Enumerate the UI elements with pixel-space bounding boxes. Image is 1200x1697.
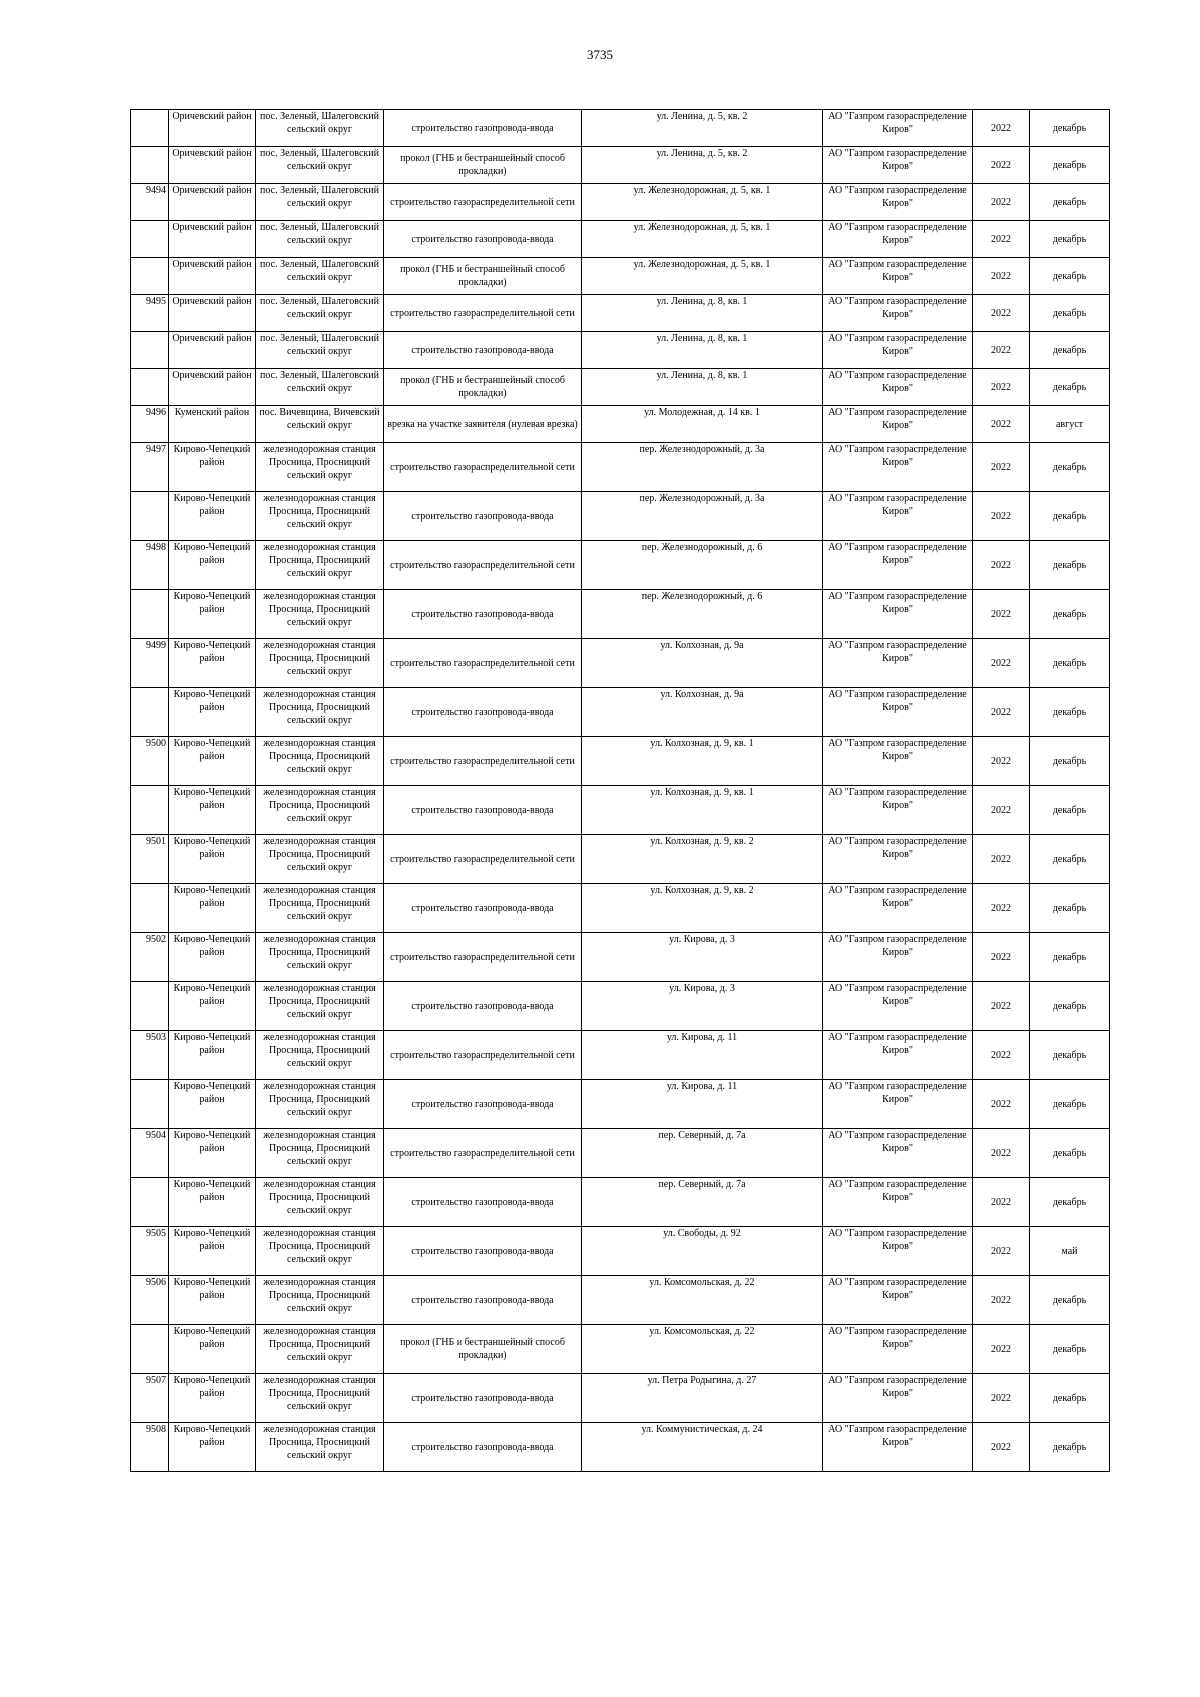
work-type-cell: строительство газораспределительной сети [384, 295, 582, 332]
year-cell: 2022 [973, 688, 1030, 737]
row-number-cell [131, 688, 169, 737]
address-cell: ул. Колхозная, д. 9, кв. 2 [582, 884, 823, 933]
organization-cell: АО "Газпром газораспределение Киров" [823, 884, 973, 933]
organization-cell: АО "Газпром газораспределение Киров" [823, 295, 973, 332]
year-cell: 2022 [973, 1178, 1030, 1227]
table-body [131, 110, 1110, 1472]
address-cell: ул. Ленина, д. 5, кв. 2 [582, 147, 823, 184]
row-number-cell [131, 884, 169, 933]
month-cell: декабрь [1030, 1325, 1110, 1374]
row-number-cell: 9500 [131, 737, 169, 786]
locality-cell: железнодорожная станция Просница, Просницкий сельский округ [256, 1325, 384, 1374]
work-type-cell: строительство газораспределительной сети [384, 737, 582, 786]
district-cell: Оричевский район [169, 110, 256, 147]
work-type-cell: строительство газопровода-ввода [384, 492, 582, 541]
district-cell: Кирово-Чепецкий район [169, 786, 256, 835]
month-cell: декабрь [1030, 982, 1110, 1031]
district-cell: Оричевский район [169, 184, 256, 221]
address-cell: ул. Комсомольская, д. 22 [582, 1276, 823, 1325]
district-cell: Кирово-Чепецкий район [169, 1080, 256, 1129]
organization-cell: АО "Газпром газораспределение Киров" [823, 1080, 973, 1129]
month-cell: декабрь [1030, 1080, 1110, 1129]
locality-cell: пос. Вичевщина, Вичевский сельский округ [256, 406, 384, 443]
row-number-cell [131, 110, 169, 147]
work-type-cell: строительство газопровода-ввода [384, 1423, 582, 1472]
row-number-cell: 9508 [131, 1423, 169, 1472]
row-number-cell: 9507 [131, 1374, 169, 1423]
locality-cell: пос. Зеленый, Шалеговский сельский округ [256, 184, 384, 221]
district-cell: Кирово-Чепецкий район [169, 1031, 256, 1080]
locality-cell: железнодорожная станция Просница, Просницкий сельский округ [256, 933, 384, 982]
locality-cell: железнодорожная станция Просница, Просницкий сельский округ [256, 884, 384, 933]
work-type-cell: врезка на участке заявителя (нулевая врезка) [384, 406, 582, 443]
locality-cell: железнодорожная станция Просница, Просницкий сельский округ [256, 1276, 384, 1325]
locality-cell: железнодорожная станция Просница, Просницкий сельский округ [256, 639, 384, 688]
year-cell: 2022 [973, 1080, 1030, 1129]
locality-cell: пос. Зеленый, Шалеговский сельский округ [256, 110, 384, 147]
row-number-cell: 9496 [131, 406, 169, 443]
table-row [131, 184, 1110, 221]
year-cell: 2022 [973, 110, 1030, 147]
organization-cell: АО "Газпром газораспределение Киров" [823, 1178, 973, 1227]
district-cell: Кирово-Чепецкий район [169, 1276, 256, 1325]
locality-cell: железнодорожная станция Просница, Просницкий сельский округ [256, 1080, 384, 1129]
address-cell: ул. Колхозная, д. 9, кв. 2 [582, 835, 823, 884]
year-cell: 2022 [973, 184, 1030, 221]
row-number-cell [131, 221, 169, 258]
organization-cell: АО "Газпром газораспределение Киров" [823, 835, 973, 884]
locality-cell: пос. Зеленый, Шалеговский сельский округ [256, 221, 384, 258]
address-cell: пер. Железнодорожный, д. 3а [582, 443, 823, 492]
work-type-cell: строительство газопровода-ввода [384, 1374, 582, 1423]
district-cell: Оричевский район [169, 258, 256, 295]
works-table [130, 109, 1110, 1472]
locality-cell: пос. Зеленый, Шалеговский сельский округ [256, 369, 384, 406]
table-row [131, 1374, 1110, 1423]
work-type-cell: строительство газораспределительной сети [384, 1031, 582, 1080]
table-row [131, 884, 1110, 933]
work-type-cell: строительство газораспределительной сети [384, 639, 582, 688]
work-type-cell: строительство газопровода-ввода [384, 982, 582, 1031]
month-cell: декабрь [1030, 590, 1110, 639]
year-cell: 2022 [973, 1227, 1030, 1276]
address-cell: ул. Ленина, д. 8, кв. 1 [582, 295, 823, 332]
year-cell: 2022 [973, 1423, 1030, 1472]
row-number-cell [131, 590, 169, 639]
district-cell: Оричевский район [169, 295, 256, 332]
year-cell: 2022 [973, 147, 1030, 184]
locality-cell: железнодорожная станция Просница, Просницкий сельский округ [256, 786, 384, 835]
month-cell: декабрь [1030, 933, 1110, 982]
address-cell: пер. Железнодорожный, д. 6 [582, 590, 823, 639]
organization-cell: АО "Газпром газораспределение Киров" [823, 737, 973, 786]
year-cell: 2022 [973, 1325, 1030, 1374]
organization-cell: АО "Газпром газораспределение Киров" [823, 406, 973, 443]
table-row [131, 332, 1110, 369]
year-cell: 2022 [973, 295, 1030, 332]
locality-cell: железнодорожная станция Просница, Просницкий сельский округ [256, 492, 384, 541]
month-cell: декабрь [1030, 332, 1110, 369]
locality-cell: пос. Зеленый, Шалеговский сельский округ [256, 258, 384, 295]
district-cell: Кирово-Чепецкий район [169, 1129, 256, 1178]
table-row [131, 110, 1110, 147]
work-type-cell: строительство газопровода-ввода [384, 221, 582, 258]
month-cell: декабрь [1030, 884, 1110, 933]
month-cell: декабрь [1030, 295, 1110, 332]
district-cell: Кирово-Чепецкий район [169, 443, 256, 492]
organization-cell: АО "Газпром газораспределение Киров" [823, 221, 973, 258]
page-number: 3735 [587, 47, 613, 62]
table-row [131, 258, 1110, 295]
month-cell: декабрь [1030, 1374, 1110, 1423]
month-cell: декабрь [1030, 737, 1110, 786]
table-row [131, 147, 1110, 184]
row-number-cell [131, 332, 169, 369]
row-number-cell: 9494 [131, 184, 169, 221]
organization-cell: АО "Газпром газораспределение Киров" [823, 147, 973, 184]
month-cell: декабрь [1030, 1178, 1110, 1227]
year-cell: 2022 [973, 1129, 1030, 1178]
month-cell: декабрь [1030, 639, 1110, 688]
district-cell: Оричевский район [169, 221, 256, 258]
work-type-cell: строительство газораспределительной сети [384, 443, 582, 492]
table-row [131, 443, 1110, 492]
row-number-cell: 9495 [131, 295, 169, 332]
address-cell: ул. Кирова, д. 3 [582, 982, 823, 1031]
year-cell: 2022 [973, 492, 1030, 541]
organization-cell: АО "Газпром газораспределение Киров" [823, 184, 973, 221]
year-cell: 2022 [973, 332, 1030, 369]
work-type-cell: строительство газораспределительной сети [384, 835, 582, 884]
locality-cell: железнодорожная станция Просница, Просницкий сельский округ [256, 1374, 384, 1423]
month-cell: декабрь [1030, 541, 1110, 590]
year-cell: 2022 [973, 541, 1030, 590]
year-cell: 2022 [973, 982, 1030, 1031]
year-cell: 2022 [973, 737, 1030, 786]
row-number-cell: 9498 [131, 541, 169, 590]
table-row [131, 590, 1110, 639]
row-number-cell: 9499 [131, 639, 169, 688]
row-number-cell: 9505 [131, 1227, 169, 1276]
work-type-cell: строительство газораспределительной сети [384, 541, 582, 590]
address-cell: пер. Северный, д. 7а [582, 1178, 823, 1227]
row-number-cell [131, 982, 169, 1031]
row-number-cell: 9497 [131, 443, 169, 492]
month-cell: декабрь [1030, 835, 1110, 884]
organization-cell: АО "Газпром газораспределение Киров" [823, 443, 973, 492]
address-cell: ул. Ленина, д. 8, кв. 1 [582, 332, 823, 369]
address-cell: ул. Ленина, д. 5, кв. 2 [582, 110, 823, 147]
table-row [131, 1423, 1110, 1472]
address-cell: ул. Колхозная, д. 9, кв. 1 [582, 786, 823, 835]
locality-cell: железнодорожная станция Просница, Просницкий сельский округ [256, 1227, 384, 1276]
address-cell: ул. Ленина, д. 8, кв. 1 [582, 369, 823, 406]
organization-cell: АО "Газпром газораспределение Киров" [823, 933, 973, 982]
address-cell: ул. Кирова, д. 11 [582, 1080, 823, 1129]
address-cell: пер. Железнодорожный, д. 3а [582, 492, 823, 541]
table-row [131, 639, 1110, 688]
month-cell: декабрь [1030, 443, 1110, 492]
work-type-cell: строительство газораспределительной сети [384, 1129, 582, 1178]
organization-cell: АО "Газпром газораспределение Киров" [823, 492, 973, 541]
address-cell: пер. Северный, д. 7а [582, 1129, 823, 1178]
locality-cell: пос. Зеленый, Шалеговский сельский округ [256, 332, 384, 369]
work-type-cell: строительство газопровода-ввода [384, 1276, 582, 1325]
month-cell: декабрь [1030, 688, 1110, 737]
work-type-cell: строительство газораспределительной сети [384, 933, 582, 982]
address-cell: ул. Кирова, д. 11 [582, 1031, 823, 1080]
address-cell: ул. Колхозная, д. 9а [582, 688, 823, 737]
month-cell: май [1030, 1227, 1110, 1276]
month-cell: декабрь [1030, 184, 1110, 221]
organization-cell: АО "Газпром газораспределение Киров" [823, 639, 973, 688]
year-cell: 2022 [973, 1031, 1030, 1080]
row-number-cell [131, 1325, 169, 1374]
organization-cell: АО "Газпром газораспределение Киров" [823, 982, 973, 1031]
table-row [131, 1178, 1110, 1227]
work-type-cell: строительство газопровода-ввода [384, 786, 582, 835]
address-cell: ул. Железнодорожная, д. 5, кв. 1 [582, 184, 823, 221]
month-cell: декабрь [1030, 258, 1110, 295]
month-cell: декабрь [1030, 110, 1110, 147]
table-row [131, 835, 1110, 884]
organization-cell: АО "Газпром газораспределение Киров" [823, 1276, 973, 1325]
organization-cell: АО "Газпром газораспределение Киров" [823, 258, 973, 295]
row-number-cell: 9501 [131, 835, 169, 884]
address-cell: ул. Коммунистическая, д. 24 [582, 1423, 823, 1472]
table-row [131, 1325, 1110, 1374]
month-cell: декабрь [1030, 147, 1110, 184]
month-cell: декабрь [1030, 1276, 1110, 1325]
district-cell: Кирово-Чепецкий район [169, 1374, 256, 1423]
work-type-cell: прокол (ГНБ и бестраншейный способ прокладки) [384, 369, 582, 406]
locality-cell: железнодорожная станция Просница, Просницкий сельский округ [256, 541, 384, 590]
address-cell: ул. Колхозная, д. 9, кв. 1 [582, 737, 823, 786]
organization-cell: АО "Газпром газораспределение Киров" [823, 688, 973, 737]
locality-cell: железнодорожная станция Просница, Просницкий сельский округ [256, 1178, 384, 1227]
organization-cell: АО "Газпром газораспределение Киров" [823, 1423, 973, 1472]
month-cell: август [1030, 406, 1110, 443]
table-row [131, 1227, 1110, 1276]
district-cell: Кирово-Чепецкий район [169, 492, 256, 541]
organization-cell: АО "Газпром газораспределение Киров" [823, 1325, 973, 1374]
district-cell: Кирово-Чепецкий район [169, 541, 256, 590]
organization-cell: АО "Газпром газораспределение Киров" [823, 1227, 973, 1276]
district-cell: Оричевский район [169, 147, 256, 184]
row-number-cell [131, 1080, 169, 1129]
address-cell: ул. Железнодорожная, д. 5, кв. 1 [582, 221, 823, 258]
locality-cell: железнодорожная станция Просница, Просницкий сельский округ [256, 443, 384, 492]
district-cell: Кирово-Чепецкий район [169, 1227, 256, 1276]
locality-cell: железнодорожная станция Просница, Просницкий сельский округ [256, 1423, 384, 1472]
table-row [131, 406, 1110, 443]
locality-cell: пос. Зеленый, Шалеговский сельский округ [256, 295, 384, 332]
district-cell: Кирово-Чепецкий район [169, 884, 256, 933]
work-type-cell: строительство газопровода-ввода [384, 1227, 582, 1276]
locality-cell: железнодорожная станция Просница, Просницкий сельский округ [256, 737, 384, 786]
table-row [131, 541, 1110, 590]
year-cell: 2022 [973, 933, 1030, 982]
year-cell: 2022 [973, 786, 1030, 835]
table-row [131, 1129, 1110, 1178]
work-type-cell: прокол (ГНБ и бестраншейный способ прокладки) [384, 1325, 582, 1374]
year-cell: 2022 [973, 1374, 1030, 1423]
table-row [131, 295, 1110, 332]
locality-cell: железнодорожная станция Просница, Просницкий сельский округ [256, 835, 384, 884]
district-cell: Кирово-Чепецкий район [169, 982, 256, 1031]
organization-cell: АО "Газпром газораспределение Киров" [823, 110, 973, 147]
table-row [131, 1080, 1110, 1129]
table-row [131, 1031, 1110, 1080]
year-cell: 2022 [973, 639, 1030, 688]
year-cell: 2022 [973, 835, 1030, 884]
row-number-cell: 9502 [131, 933, 169, 982]
table-row [131, 369, 1110, 406]
year-cell: 2022 [973, 884, 1030, 933]
organization-cell: АО "Газпром газораспределение Киров" [823, 369, 973, 406]
month-cell: декабрь [1030, 492, 1110, 541]
row-number-cell [131, 369, 169, 406]
work-type-cell: строительство газопровода-ввода [384, 1080, 582, 1129]
organization-cell: АО "Газпром газораспределение Киров" [823, 1031, 973, 1080]
year-cell: 2022 [973, 1276, 1030, 1325]
year-cell: 2022 [973, 221, 1030, 258]
table-row [131, 737, 1110, 786]
row-number-cell: 9504 [131, 1129, 169, 1178]
year-cell: 2022 [973, 369, 1030, 406]
address-cell: ул. Комсомольская, д. 22 [582, 1325, 823, 1374]
district-cell: Кирово-Чепецкий район [169, 639, 256, 688]
row-number-cell [131, 786, 169, 835]
address-cell: ул. Петра Родыгина, д. 27 [582, 1374, 823, 1423]
month-cell: декабрь [1030, 786, 1110, 835]
address-cell: ул. Железнодорожная, д. 5, кв. 1 [582, 258, 823, 295]
row-number-cell [131, 147, 169, 184]
locality-cell: пос. Зеленый, Шалеговский сельский округ [256, 147, 384, 184]
row-number-cell [131, 492, 169, 541]
table-row [131, 786, 1110, 835]
year-cell: 2022 [973, 406, 1030, 443]
district-cell: Оричевский район [169, 332, 256, 369]
work-type-cell: строительство газопровода-ввода [384, 1178, 582, 1227]
table-row [131, 933, 1110, 982]
table-row [131, 982, 1110, 1031]
table-row [131, 492, 1110, 541]
organization-cell: АО "Газпром газораспределение Киров" [823, 332, 973, 369]
locality-cell: железнодорожная станция Просница, Просницкий сельский округ [256, 1031, 384, 1080]
district-cell: Кирово-Чепецкий район [169, 688, 256, 737]
month-cell: декабрь [1030, 369, 1110, 406]
month-cell: декабрь [1030, 221, 1110, 258]
address-cell: ул. Свободы, д. 92 [582, 1227, 823, 1276]
work-type-cell: строительство газопровода-ввода [384, 332, 582, 369]
month-cell: декабрь [1030, 1031, 1110, 1080]
address-cell: пер. Железнодорожный, д. 6 [582, 541, 823, 590]
work-type-cell: строительство газораспределительной сети [384, 184, 582, 221]
table-row [131, 221, 1110, 258]
organization-cell: АО "Газпром газораспределение Киров" [823, 1129, 973, 1178]
work-type-cell: прокол (ГНБ и бестраншейный способ прокладки) [384, 147, 582, 184]
locality-cell: железнодорожная станция Просница, Просницкий сельский округ [256, 982, 384, 1031]
table-row [131, 1276, 1110, 1325]
work-type-cell: строительство газопровода-ввода [384, 110, 582, 147]
row-number-cell [131, 1178, 169, 1227]
year-cell: 2022 [973, 590, 1030, 639]
month-cell: декабрь [1030, 1129, 1110, 1178]
row-number-cell: 9506 [131, 1276, 169, 1325]
district-cell: Кирово-Чепецкий район [169, 1325, 256, 1374]
row-number-cell: 9503 [131, 1031, 169, 1080]
work-type-cell: прокол (ГНБ и бестраншейный способ прокладки) [384, 258, 582, 295]
district-cell: Куменский район [169, 406, 256, 443]
district-cell: Кирово-Чепецкий район [169, 835, 256, 884]
address-cell: ул. Кирова, д. 3 [582, 933, 823, 982]
organization-cell: АО "Газпром газораспределение Киров" [823, 590, 973, 639]
month-cell: декабрь [1030, 1423, 1110, 1472]
year-cell: 2022 [973, 258, 1030, 295]
address-cell: ул. Молодежная, д. 14 кв. 1 [582, 406, 823, 443]
locality-cell: железнодорожная станция Просница, Просницкий сельский округ [256, 688, 384, 737]
organization-cell: АО "Газпром газораспределение Киров" [823, 786, 973, 835]
work-type-cell: строительство газопровода-ввода [384, 884, 582, 933]
district-cell: Кирово-Чепецкий район [169, 737, 256, 786]
address-cell: ул. Колхозная, д. 9а [582, 639, 823, 688]
row-number-cell [131, 258, 169, 295]
district-cell: Оричевский район [169, 369, 256, 406]
organization-cell: АО "Газпром газораспределение Киров" [823, 1374, 973, 1423]
district-cell: Кирово-Чепецкий район [169, 1423, 256, 1472]
table-row [131, 688, 1110, 737]
work-type-cell: строительство газопровода-ввода [384, 688, 582, 737]
district-cell: Кирово-Чепецкий район [169, 590, 256, 639]
district-cell: Кирово-Чепецкий район [169, 933, 256, 982]
work-type-cell: строительство газопровода-ввода [384, 590, 582, 639]
district-cell: Кирово-Чепецкий район [169, 1178, 256, 1227]
locality-cell: железнодорожная станция Просница, Просницкий сельский округ [256, 1129, 384, 1178]
organization-cell: АО "Газпром газораспределение Киров" [823, 541, 973, 590]
locality-cell: железнодорожная станция Просница, Просницкий сельский округ [256, 590, 384, 639]
year-cell: 2022 [973, 443, 1030, 492]
